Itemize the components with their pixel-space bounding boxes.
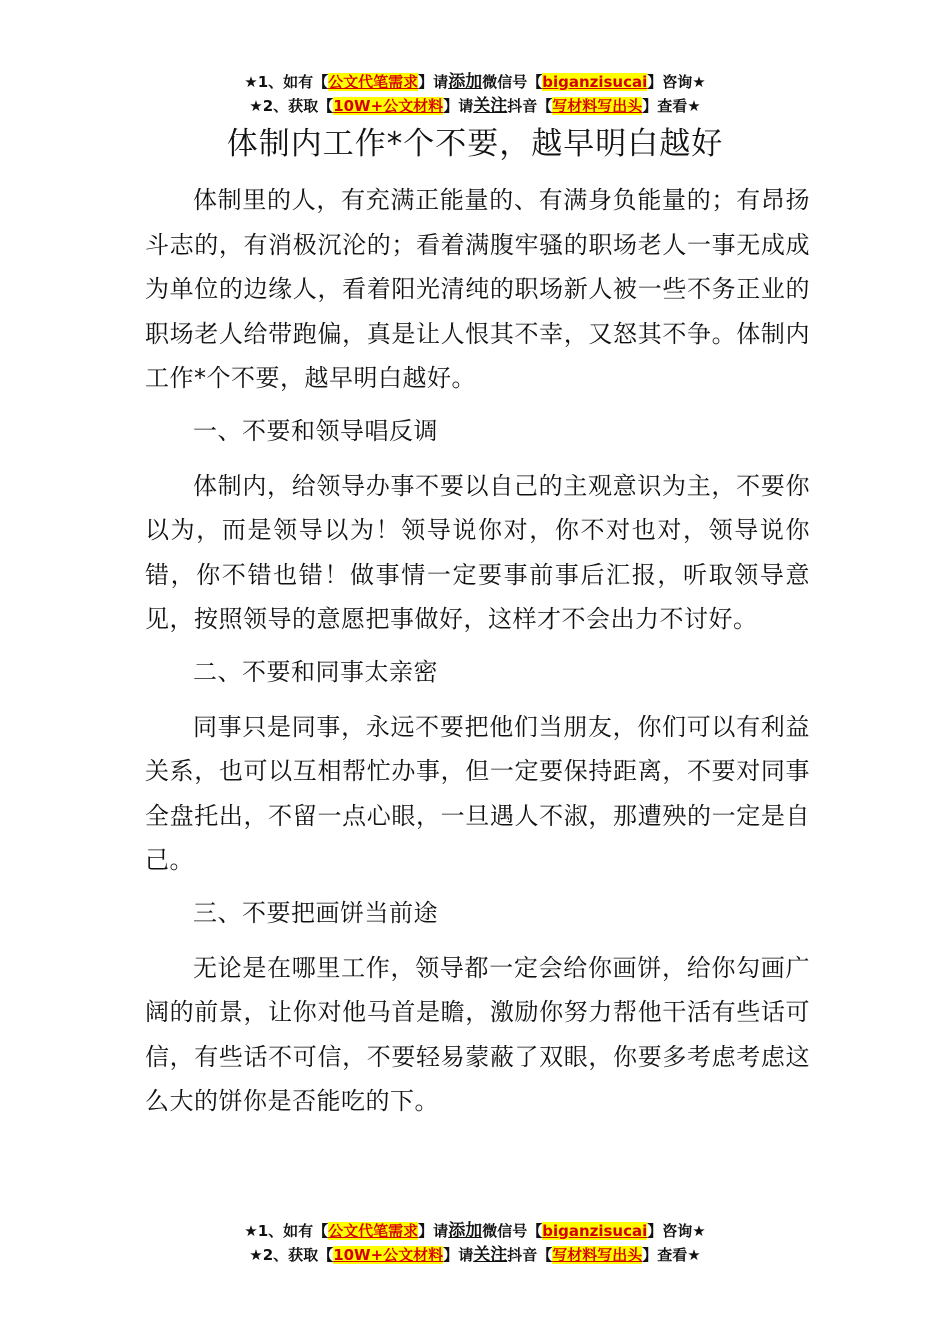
- promo-line-1: ★1、如有【公文代笔需求】请添加微信号【biganzisucai】咨询★: [244, 72, 706, 92]
- section-heading-1: 一、不要和领导唱反调: [193, 416, 438, 445]
- promo-line-1: ★1、如有【公文代笔需求】请添加微信号【biganzisucai】咨询★: [244, 1221, 706, 1241]
- promo-footer: [0, 1219, 950, 1267]
- section-paragraph-3: 无论是在哪里工作，领导都一定会给你画饼，给你勾画广阔的前景，让你对他马首是瞻，激励你努力帮他干活有些话可信，有些话不可信，不要轻易蒙蔽了双眼，你要多考虑考虑这么大的饼你是否能吃的下。: [145, 953, 810, 1116]
- section-heading-3: 三、不要把画饼当前途: [193, 898, 438, 927]
- promo-highlight: 公文代笔需求: [328, 73, 419, 91]
- promo-highlight: 10W+公文材料: [333, 1246, 444, 1264]
- promo-douyin-id: 写材料写出头: [552, 1246, 643, 1264]
- promo-wechat-id: biganzisucai: [542, 73, 648, 91]
- promo-header: [0, 70, 950, 118]
- promo-line-2: ★2、获取【10W+公文材料】请关注抖音【写材料写出头】查看★: [249, 1245, 701, 1265]
- section-heading-2: 二、不要和同事太亲密: [193, 657, 438, 686]
- document-title: 体制内工作*个不要，越早明白越好: [226, 126, 724, 162]
- document-body: [145, 178, 810, 1132]
- promo-douyin-id: 写材料写出头: [552, 97, 643, 115]
- section-paragraph-1: 体制内，给领导办事不要以自己的主观意识为主，不要你以为，而是领导以为！领导说你对，你不对也对，领导说你错，你不错也错！做事情一定要事前事后汇报，听取领导意见，按照领导的意愿把事做好，这样才不会出力不讨好。: [145, 471, 810, 634]
- promo-line-2: ★2、获取【10W+公文材料】请关注抖音【写材料写出头】查看★: [249, 96, 701, 116]
- intro-paragraph: 体制里的人，有充满正能量的、有满身负能量的；有昂扬斗志的，有消极沉沦的；看着满腹牢骚的职场老人一事无成成为单位的边缘人，看着阳光清纯的职场新人被一些不务正业的职场老人给带跑偏，真是让人恨其不幸，又怒其不争。体制内工作*个不要，越早明白越好。: [145, 186, 810, 393]
- section-paragraph-2: 同事只是同事，永远不要把他们当朋友，你们可以有利益关系，也可以互相帮忙办事，但一定要保持距离，不要对同事全盘托出，不留一点心眼，一旦遇人不淑，那遭殃的一定是自己。: [145, 712, 810, 875]
- promo-wechat-id: biganzisucai: [542, 1222, 648, 1240]
- promo-highlight: 公文代笔需求: [328, 1222, 419, 1240]
- promo-highlight: 10W+公文材料: [333, 97, 444, 115]
